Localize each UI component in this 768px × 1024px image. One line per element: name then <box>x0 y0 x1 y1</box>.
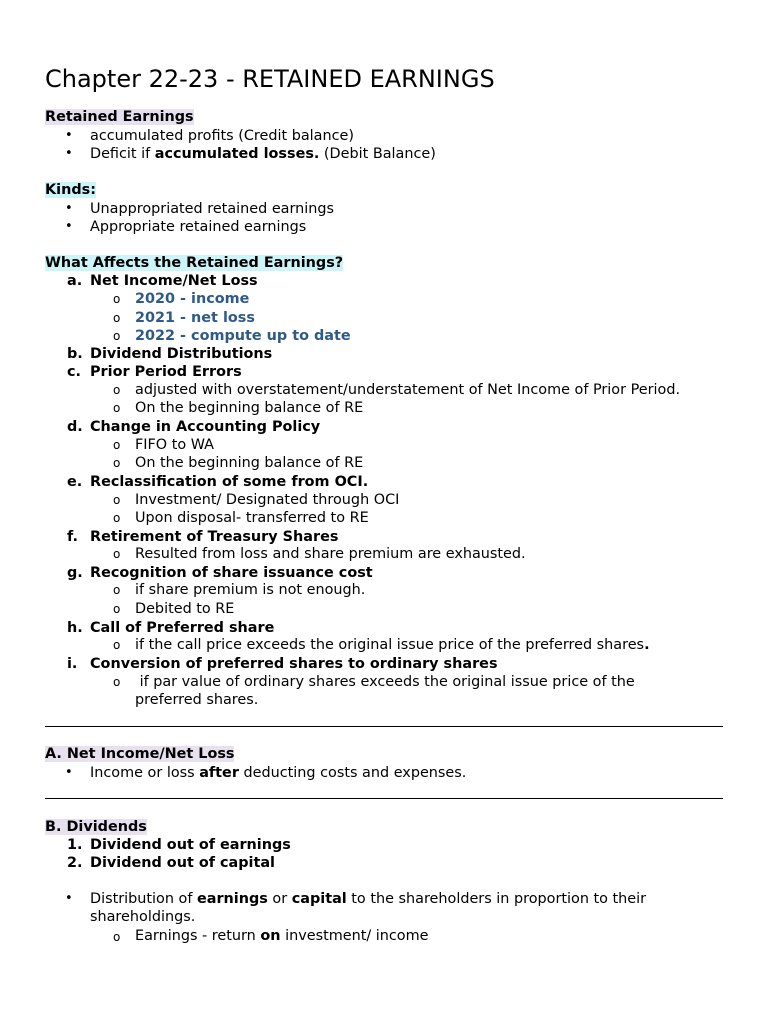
re-bullet-1: accumulated profits (Credit balance) <box>90 128 354 144</box>
dividends-heading <box>45 818 147 836</box>
item-marker: h. <box>67 620 83 636</box>
net-income-heading <box>45 745 234 763</box>
bullet-icon: • <box>65 201 73 216</box>
bullet-icon: • <box>65 219 73 234</box>
sub-item: if share premium is not enough. <box>135 582 366 598</box>
item-marker: g. <box>67 565 83 581</box>
sub-item: Upon disposal- transferred to RE <box>135 510 369 526</box>
net-income-bullet <box>90 764 466 782</box>
item-marker: a. <box>67 273 83 289</box>
dividends-paragraph <box>90 890 646 908</box>
sub-item: Debited to RE <box>135 601 235 617</box>
kinds-item: Appropriate retained earnings <box>90 219 307 235</box>
sub-item <box>135 636 650 654</box>
circle-bullet-icon: o <box>113 438 121 452</box>
sub-item: if par value of ordinary shares exceeds the original issue price of the <box>135 674 635 690</box>
div-p-post: to the shareholders in proportion to their <box>346 891 647 907</box>
circle-bullet-icon: o <box>113 583 121 597</box>
kinds-item: Unappropriated retained earnings <box>90 201 335 217</box>
circle-bullet-icon: o <box>113 383 121 397</box>
item-marker: b. <box>67 346 83 362</box>
affects-item-h: Call of Preferred share <box>90 620 275 636</box>
circle-bullet-icon: o <box>113 292 121 306</box>
sub-item: 2022 - compute up to date <box>135 328 351 344</box>
circle-bullet-icon: o <box>113 638 121 652</box>
affects-item-e: Reclassification of some from OCI. <box>90 474 369 490</box>
circle-bullet-icon: o <box>113 311 121 325</box>
circle-bullet-icon: o <box>113 401 121 415</box>
sub-item: 2020 - income <box>135 291 250 307</box>
sub-item: adjusted with overstatement/understatement of Net Income of Prior Period. <box>135 382 681 398</box>
sub-item-text: if the call price exceeds the original issue price of the preferred shares <box>135 637 645 653</box>
item-marker: 2. <box>67 855 83 871</box>
affects-item-i: Conversion of preferred shares to ordinary shares <box>90 656 498 672</box>
sub-item: FIFO to WA <box>135 437 215 453</box>
affects-item-c: Prior Period Errors <box>90 364 242 380</box>
dividends-item-2: Dividend out of capital <box>90 855 275 871</box>
item-marker: e. <box>67 474 83 490</box>
sub-item-period: . <box>644 637 650 653</box>
item-marker: f. <box>67 529 78 545</box>
dividends-heading-text: B. Dividends <box>45 819 147 835</box>
bullet-icon: • <box>65 128 73 143</box>
page-title: Chapter 22-23 - RETAINED EARNINGS <box>45 65 495 93</box>
section-divider <box>45 798 723 799</box>
dividends-paragraph-continued: shareholdings. <box>90 909 196 925</box>
circle-bullet-icon: o <box>113 930 121 944</box>
bullet-icon: • <box>65 891 73 906</box>
sub-item: On the beginning balance of RE <box>135 455 364 471</box>
dividends-item-1: Dividend out of earnings <box>90 837 291 853</box>
bullet-icon: • <box>65 146 73 161</box>
section-divider <box>45 726 723 727</box>
ni-pre: Income or loss <box>90 765 200 781</box>
re-heading <box>45 108 194 126</box>
div-p-pre: Distribution of <box>90 891 197 907</box>
div-p-bold1: earnings <box>196 891 268 907</box>
dividends-sub-item <box>135 927 428 945</box>
circle-bullet-icon: o <box>113 511 121 525</box>
item-marker: c. <box>67 364 81 380</box>
circle-bullet-icon: o <box>113 493 121 507</box>
sub-item: On the beginning balance of RE <box>135 400 364 416</box>
ni-bold: after <box>199 765 239 781</box>
circle-bullet-icon: o <box>113 456 121 470</box>
re-b2-bold: accumulated losses. <box>154 146 320 162</box>
circle-bullet-icon: o <box>113 547 121 561</box>
kinds-heading-text: Kinds: <box>45 182 96 198</box>
sub-item: Resulted from loss and share premium are exhausted. <box>135 546 526 562</box>
kinds-heading <box>45 181 96 199</box>
re-b2-post: (Debit Balance) <box>319 146 436 162</box>
affects-item-f: Retirement of Treasury Shares <box>90 529 339 545</box>
bullet-icon: • <box>65 765 73 780</box>
affects-item-a: Net Income/Net Loss <box>90 273 258 289</box>
div-p-mid: or <box>267 891 292 907</box>
circle-bullet-icon: o <box>113 602 121 616</box>
div-sub-pre: Earnings - return <box>135 928 261 944</box>
div-sub-bold: on <box>260 928 281 944</box>
circle-bullet-icon: o <box>113 329 121 343</box>
affects-item-g: Recognition of share issuance cost <box>90 565 373 581</box>
affects-heading-text: What Affects the Retained Earnings? <box>45 255 344 271</box>
item-marker: 1. <box>67 837 83 853</box>
div-p-bold2: capital <box>291 891 347 907</box>
affects-item-d: Change in Accounting Policy <box>90 419 321 435</box>
item-marker: d. <box>67 419 83 435</box>
re-heading-text: Retained Earnings <box>45 109 194 125</box>
sub-item-continued: preferred shares. <box>135 692 259 708</box>
affects-item-b: Dividend Distributions <box>90 346 273 362</box>
sub-item: Investment/ Designated through OCI <box>135 492 400 508</box>
re-b2-pre: Deficit if <box>90 146 155 162</box>
item-marker: i. <box>67 656 78 672</box>
net-income-heading-text: A. Net Income/Net Loss <box>45 746 235 762</box>
affects-heading <box>45 254 343 272</box>
ni-post: deducting costs and expenses. <box>238 765 467 781</box>
sub-item: 2021 - net loss <box>135 310 255 326</box>
re-bullet-2 <box>90 145 436 163</box>
div-sub-post: investment/ income <box>280 928 429 944</box>
circle-bullet-icon: o <box>113 675 121 689</box>
